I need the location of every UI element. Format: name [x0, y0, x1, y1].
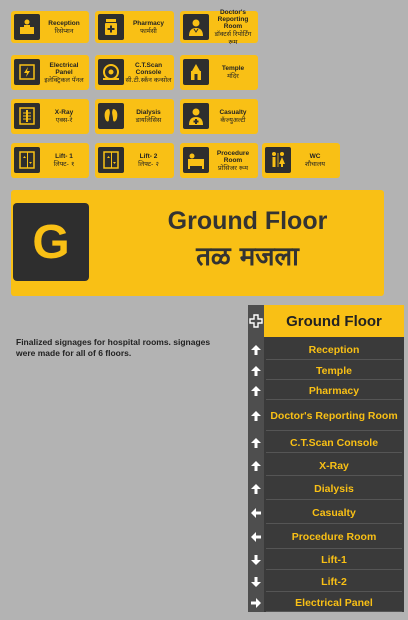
medicine-bottle-icon [98, 14, 124, 40]
directory-item-label: Procedure Room [291, 530, 377, 543]
sign-label: Lift- 2 [139, 153, 158, 160]
floor-letter-box [13, 203, 89, 281]
electrical-panel-icon [14, 59, 40, 85]
row-divider [266, 499, 402, 500]
arrow-up-icon [250, 483, 262, 495]
hospital-cross-icon [249, 314, 263, 328]
sign-label: Dialysis [136, 109, 161, 116]
directory-item-label: Pharmacy [308, 384, 360, 397]
room-sign-procedure-room [180, 143, 258, 178]
directory-item-label: Casualty [312, 506, 356, 519]
directory-row [248, 524, 404, 549]
directory-row [248, 340, 404, 360]
directory-row [248, 550, 404, 570]
directory-row [248, 478, 404, 500]
ct-scan-icon [98, 59, 124, 85]
row-divider [266, 569, 402, 570]
lift-icon [98, 147, 124, 173]
sign-label: X-Ray [54, 109, 74, 116]
floor-letter: G [32, 215, 70, 269]
sign-label: Casualty [219, 109, 247, 116]
directory-row [248, 593, 404, 612]
directory-row [248, 433, 404, 453]
sign-label: WC [309, 153, 321, 160]
sign-label-marathi: मंदिर [227, 72, 239, 80]
room-sign-doctors-reporting-room [180, 8, 258, 46]
sign-label-marathi: फार्मसी [140, 26, 157, 35]
sign-label: Reception [48, 19, 80, 27]
directory-item-label: Dialysis [314, 483, 354, 495]
sign-label-marathi: शौचालय [304, 160, 326, 168]
sign-label-marathi: कॅज्युअल्टी [220, 116, 246, 124]
arrow-down-icon [250, 554, 262, 566]
room-sign-pharmacy [95, 11, 174, 43]
arrow-up-icon [250, 437, 262, 449]
floor-sign [11, 190, 384, 296]
arrow-right-icon [250, 597, 262, 609]
row-divider [266, 379, 402, 380]
directory-item-label: Lift-2 [321, 575, 347, 588]
row-divider [266, 430, 402, 431]
directory-row [248, 381, 404, 400]
casualty-icon [183, 103, 209, 129]
directory-row [248, 361, 404, 380]
directory-row [248, 501, 404, 524]
row-divider [266, 452, 402, 453]
floor-name: Ground Floor [167, 207, 328, 235]
sign-label: Pharmacy [132, 19, 165, 27]
wc-icon [265, 147, 291, 173]
arrow-up-icon [250, 385, 262, 397]
dialysis-icon [98, 103, 124, 129]
directory-item-label: Doctor's Reporting Room [270, 409, 398, 422]
sign-label-marathi: सी.टी.स्कॅन कन्सोल [125, 75, 172, 84]
lift-icon [14, 147, 40, 173]
directory-item-label: Temple [316, 364, 352, 377]
row-divider [266, 548, 402, 549]
room-sign-temple [180, 55, 258, 90]
row-divider [266, 475, 402, 476]
floor-name-marathi: तळ मजला [196, 242, 299, 272]
sign-label-marathi: रिसेप्शन [54, 26, 74, 35]
xray-icon [14, 103, 40, 129]
arrow-left-icon [250, 507, 262, 519]
arrow-up-icon [250, 344, 262, 356]
row-divider [266, 591, 402, 592]
directory-row [248, 400, 404, 431]
row-divider [266, 611, 402, 612]
sign-label: Temple [221, 65, 245, 72]
directory-row [248, 455, 404, 476]
sign-label: C.T.Scan Console [134, 61, 163, 76]
sign-label-marathi: लिफ्ट- २ [138, 160, 159, 168]
sign-label: Procedure Room [216, 149, 250, 164]
room-sign-ct-scan-console [95, 55, 174, 90]
sign-label-marathi: इलेक्ट्रिकल पॅनल [44, 75, 84, 84]
row-divider [266, 359, 402, 360]
room-sign-electrical-panel [11, 55, 89, 90]
sign-label: Lift- 1 [55, 153, 73, 160]
room-sign-lift-1 [11, 143, 89, 178]
reception-desk-icon [14, 14, 40, 40]
sign-label-marathi: डॉक्टर्स रिपोर्टिंग रूम [214, 29, 252, 46]
sign-label: Electrical Panel [49, 61, 79, 76]
sign-label-marathi: डायलिसिस [135, 116, 162, 124]
arrow-up-icon [250, 410, 262, 422]
procedure-room-icon [183, 147, 209, 173]
directory-item-label: Electrical Panel [295, 596, 373, 609]
sign-label-marathi: लिफ्ट- १ [53, 160, 75, 168]
doctor-icon [183, 14, 209, 40]
sign-label-marathi: प्रोसिजर रूम [218, 163, 248, 172]
arrow-left-icon [250, 531, 262, 543]
room-sign-xray [11, 99, 89, 134]
arrow-down-icon [250, 576, 262, 588]
directory-item-label: C.T.Scan Console [289, 437, 379, 449]
directory-item-label: Lift-1 [321, 554, 347, 566]
sign-label: Doctor's Reporting Room [217, 8, 249, 30]
room-sign-casualty [180, 99, 258, 134]
room-sign-lift-2 [95, 143, 174, 178]
room-sign-wc [262, 143, 340, 178]
sign-label-marathi: एक्स-रे [55, 116, 73, 124]
directory-item-label: Reception [308, 344, 360, 356]
arrow-up-icon [250, 460, 262, 472]
floor-directory-board [248, 305, 404, 612]
room-sign-reception [11, 11, 89, 43]
directory-item-label: X-Ray [319, 459, 349, 472]
room-sign-dialysis [95, 99, 174, 134]
directory-row [248, 571, 404, 592]
directory-title: Ground Floor [264, 305, 404, 337]
caption-text: Finalized signages for hospital rooms. signages were made for all of 6 floors. [16, 337, 211, 358]
temple-icon [183, 59, 209, 85]
arrow-up-icon [250, 365, 262, 377]
